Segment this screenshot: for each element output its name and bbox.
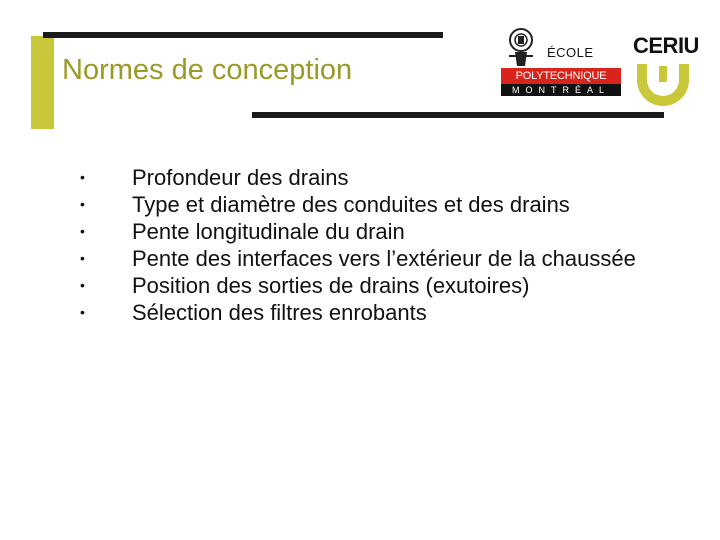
ceriu-logo — [633, 26, 699, 108]
bullet-icon: • — [80, 250, 85, 266]
bullet-icon: • — [80, 169, 85, 185]
accent-bar — [31, 36, 54, 129]
list-item — [80, 245, 700, 272]
logo-line-ecole: ÉCOLE — [547, 45, 594, 60]
ceriu-emblem-icon — [633, 26, 699, 108]
list-item — [80, 218, 700, 245]
list-item-text: Profondeur des drains — [132, 165, 349, 190]
list-item — [80, 164, 700, 191]
bullet-icon: • — [80, 196, 85, 212]
bullet-icon: • — [80, 304, 85, 320]
logo-red-band — [501, 68, 621, 84]
logo-line-polytechnique: POLYTECHNIQUE — [515, 70, 607, 82]
logo-line-montreal: MONTRÉAL — [501, 84, 621, 96]
polytechnique-logo — [501, 26, 621, 96]
list-item-text: Type et diamètre des conduites et des drains — [132, 192, 570, 217]
list-item-text: Pente des interfaces vers l’extérieur de la chaussée — [132, 246, 636, 271]
bottom-rule — [252, 112, 664, 118]
list-item-text: Pente longitudinale du drain — [132, 219, 405, 244]
slide-title: Normes de conception — [62, 54, 353, 86]
bullet-icon: • — [80, 223, 85, 239]
list-item — [80, 272, 700, 299]
ceriu-logo-text: CERIU — [633, 33, 699, 58]
list-item — [80, 299, 700, 326]
list-item-text: Sélection des filtres enrobants — [132, 300, 427, 325]
crest-icon — [503, 26, 540, 68]
bullet-list — [80, 164, 700, 326]
list-item-text: Position des sorties de drains (exutoires) — [132, 273, 530, 298]
list-item — [80, 191, 700, 218]
top-rule — [43, 32, 443, 38]
bullet-icon: • — [80, 277, 85, 293]
